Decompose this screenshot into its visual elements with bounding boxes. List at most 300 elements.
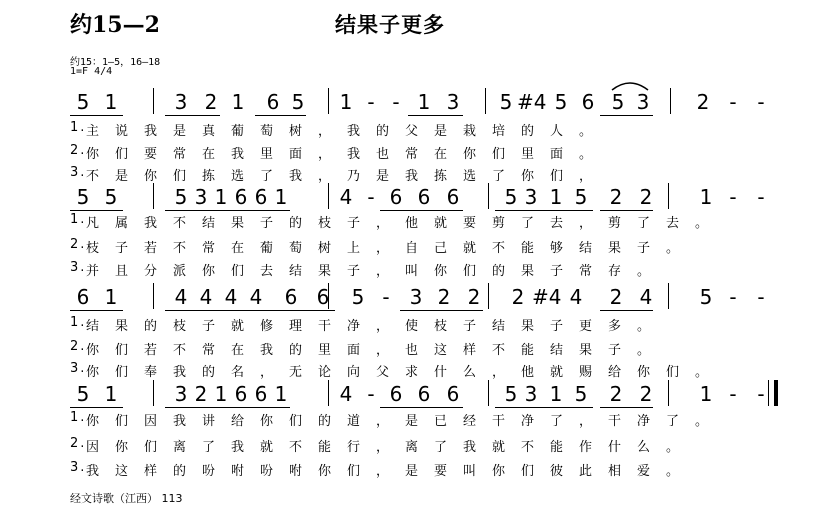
lyric-syllable: 他	[521, 365, 537, 380]
lyric-syllable: 么	[637, 440, 653, 455]
lyric-syllable: 不	[289, 440, 305, 455]
lyric-line	[70, 260, 770, 280]
melody-line	[70, 181, 770, 211]
note: 6	[266, 90, 280, 114]
lyric-syllable: 我	[347, 147, 363, 162]
note: 2	[639, 382, 653, 406]
lyric-syllable: 们	[231, 264, 247, 279]
lyric-syllable: 使	[405, 319, 421, 334]
note: 5	[351, 285, 365, 309]
lyric-syllable: 们	[550, 169, 566, 184]
lyric-syllable: 叫	[463, 464, 479, 479]
lyric-syllable: 就	[260, 440, 276, 455]
lyric-syllable: 也	[376, 147, 392, 162]
lyric-syllable: ，	[376, 464, 392, 479]
lyric-syllable: 的	[202, 365, 218, 380]
lyric-syllable: 我	[231, 440, 247, 455]
bar-line	[328, 88, 329, 114]
lyric-syllable: 常	[202, 343, 218, 358]
beam-underline	[70, 210, 123, 211]
lyric-syllable: 选	[463, 169, 479, 184]
scripture-source-line: 约15：1—5，16—18	[70, 57, 161, 68]
note: 3	[174, 382, 188, 406]
lyric-syllable: 彼	[550, 464, 566, 479]
lyric-line	[70, 339, 770, 359]
note: 4	[249, 285, 263, 309]
lyric-syllable: 你	[637, 365, 653, 380]
lyric-syllable: 不	[173, 216, 189, 231]
lyric-syllable: 子	[260, 216, 276, 231]
lyric-syllable: 结	[492, 319, 508, 334]
lyric-syllable: 就	[231, 319, 247, 334]
lyric-syllable: 你	[86, 414, 102, 429]
lyric-syllable: ，	[318, 147, 334, 162]
lyric-syllable: 了	[637, 216, 653, 231]
lyric-syllable: 此	[579, 464, 595, 479]
note: 2	[467, 285, 481, 309]
lyric-syllable: 去	[550, 216, 566, 231]
bar-line	[488, 380, 489, 406]
lyric-syllable: 你	[202, 264, 218, 279]
note: 2	[609, 382, 623, 406]
lyric-syllable: 吩	[202, 464, 218, 479]
note: 3	[636, 90, 650, 114]
lyric-syllable: 因	[144, 414, 160, 429]
lyric-syllable: 给	[608, 365, 624, 380]
lyric-syllable: 道	[347, 414, 363, 429]
verse-number: 1.	[70, 315, 87, 330]
lyric-syllable: 你	[115, 440, 131, 455]
note: 5	[574, 382, 588, 406]
note: 1	[339, 90, 353, 114]
lyric-syllable: 要	[144, 147, 160, 162]
lyric-syllable: 是	[376, 169, 392, 184]
beam-underline	[165, 310, 335, 311]
verse-number: 3.	[70, 260, 87, 275]
note: 4	[639, 285, 653, 309]
lyric-syllable: 你	[260, 414, 276, 429]
lyric-syllable: 我	[231, 147, 247, 162]
lyric-syllable: 果	[115, 319, 131, 334]
lyric-syllable: 结	[579, 241, 595, 256]
note: 6	[284, 285, 298, 309]
lyric-syllable: 果	[318, 264, 334, 279]
lyric-syllable: 我	[144, 124, 160, 139]
sustain-dash: -	[367, 185, 375, 209]
lyric-syllable: 结	[86, 319, 102, 334]
lyric-syllable: 。	[695, 414, 711, 429]
note: 6	[446, 382, 460, 406]
lyric-syllable: 父	[405, 124, 421, 139]
lyric-syllable: 里	[521, 147, 537, 162]
lyric-syllable: 要	[463, 216, 479, 231]
note: 1	[417, 90, 431, 114]
lyric-syllable: 能	[521, 241, 537, 256]
bar-line	[488, 283, 489, 309]
note: 1	[699, 382, 713, 406]
lyric-syllable: 理	[289, 319, 305, 334]
lyric-syllable: 葡	[260, 241, 276, 256]
note: 4	[569, 285, 583, 309]
sustain-dash: -	[382, 285, 390, 309]
note: 2	[511, 285, 525, 309]
note: #4	[532, 285, 562, 309]
song-title: 结果子更多	[335, 12, 445, 37]
lyric-syllable: 咐	[289, 464, 305, 479]
lyric-syllable: 果	[579, 343, 595, 358]
lyric-syllable: ，	[376, 264, 392, 279]
sustain-dash: -	[367, 90, 375, 114]
footer-source: 经文诗歌（江西） 113	[70, 492, 183, 505]
lyric-syllable: 子	[608, 343, 624, 358]
note: 2	[437, 285, 451, 309]
lyric-syllable: 且	[115, 264, 131, 279]
note: 5	[104, 185, 118, 209]
lyric-syllable: 拣	[434, 169, 450, 184]
melody-line	[70, 86, 770, 116]
note: 4	[339, 185, 353, 209]
lyric-syllable: 果	[231, 216, 247, 231]
lyric-syllable: 吩	[260, 464, 276, 479]
beam-underline	[600, 210, 653, 211]
note: 5	[174, 185, 188, 209]
lyric-line	[70, 460, 770, 480]
melody-line	[70, 281, 770, 311]
lyric-syllable: 们	[521, 464, 537, 479]
lyric-syllable: 们	[115, 414, 131, 429]
lyric-syllable: ，	[376, 319, 392, 334]
note: 1	[274, 185, 288, 209]
note: 1	[214, 382, 228, 406]
melody-line	[70, 378, 770, 408]
verse-number: 1.	[70, 410, 87, 425]
lyric-syllable: 我	[289, 169, 305, 184]
lyric-syllable: 面	[289, 147, 305, 162]
lyric-syllable: 已	[434, 414, 450, 429]
lyric-syllable: 给	[231, 414, 247, 429]
note: 6	[389, 382, 403, 406]
lyric-syllable: 的	[521, 124, 537, 139]
lyric-syllable: 在	[231, 241, 247, 256]
lyric-syllable: 萄	[260, 124, 276, 139]
lyric-syllable: 拣	[202, 169, 218, 184]
lyric-syllable: 不	[492, 241, 508, 256]
beam-underline	[408, 115, 463, 116]
beam-underline	[380, 210, 463, 211]
lyric-syllable: 枝	[173, 319, 189, 334]
bar-line	[670, 88, 671, 114]
beam-underline	[70, 407, 123, 408]
lyric-syllable: 分	[144, 264, 160, 279]
lyric-syllable: ，	[579, 216, 595, 231]
note: 6	[316, 285, 330, 309]
note: #4	[517, 90, 547, 114]
beam-underline	[495, 407, 593, 408]
lyric-syllable: 们	[347, 464, 363, 479]
lyric-syllable: 这	[434, 343, 450, 358]
note: 1	[104, 285, 118, 309]
lyric-syllable: 什	[434, 365, 450, 380]
sustain-dash: -	[757, 382, 765, 406]
verse-number: 2.	[70, 237, 87, 252]
lyric-syllable: 若	[144, 241, 160, 256]
lyric-syllable: 作	[579, 440, 595, 455]
lyric-syllable: 树	[318, 241, 334, 256]
lyric-syllable: 就	[463, 241, 479, 256]
lyric-syllable: 名	[231, 365, 247, 380]
note: 4	[199, 285, 213, 309]
note: 1	[214, 185, 228, 209]
lyric-syllable: 子	[550, 319, 566, 334]
lyric-syllable: 们	[463, 264, 479, 279]
bar-line	[328, 183, 329, 209]
note: 5	[76, 185, 90, 209]
sustain-dash: -	[757, 285, 765, 309]
note: 4	[339, 382, 353, 406]
lyric-syllable: 了	[434, 440, 450, 455]
lyric-syllable: ，	[492, 365, 508, 380]
verse-number: 2.	[70, 339, 87, 354]
bar-line	[668, 183, 669, 209]
lyric-syllable: 向	[347, 365, 363, 380]
lyric-line	[70, 237, 770, 257]
lyric-syllable: 。	[637, 264, 653, 279]
lyric-syllable: 的	[492, 264, 508, 279]
lyric-syllable: 主	[86, 124, 102, 139]
note: 6	[234, 382, 248, 406]
lyric-syllable: 的	[173, 464, 189, 479]
lyric-syllable: 我	[173, 414, 189, 429]
bar-line	[153, 283, 154, 309]
note: 5	[76, 90, 90, 114]
note: 3	[174, 90, 188, 114]
lyric-syllable: ，	[376, 414, 392, 429]
lyric-syllable: 了	[666, 414, 682, 429]
lyric-syllable: 离	[405, 440, 421, 455]
lyric-syllable: 己	[434, 241, 450, 256]
lyric-syllable: 们	[666, 365, 682, 380]
beam-underline	[165, 407, 290, 408]
lyric-syllable: 在	[231, 343, 247, 358]
lyric-syllable: 的	[289, 216, 305, 231]
beam-underline	[165, 115, 220, 116]
lyric-syllable: 常	[173, 147, 189, 162]
note: 3	[524, 382, 538, 406]
sustain-dash: -	[392, 90, 400, 114]
note: 1	[549, 382, 563, 406]
lyric-line	[70, 120, 770, 140]
beam-underline	[600, 115, 653, 116]
lyric-syllable: 若	[144, 343, 160, 358]
lyric-syllable: 了	[521, 216, 537, 231]
lyric-syllable: 的	[289, 343, 305, 358]
note: 2	[609, 285, 623, 309]
lyric-syllable: 不	[492, 343, 508, 358]
beam-underline	[400, 310, 483, 311]
key-signature-line: 1=F 4/4	[70, 66, 113, 77]
note: 4	[224, 285, 238, 309]
bar-line	[488, 183, 489, 209]
lyric-syllable: 剪	[492, 216, 508, 231]
sustain-dash: -	[729, 185, 737, 209]
lyric-syllable: 上	[347, 241, 363, 256]
lyric-syllable: ，	[579, 169, 595, 184]
note: 5	[291, 90, 305, 114]
lyric-syllable: 并	[86, 264, 102, 279]
lyric-syllable: 不	[521, 440, 537, 455]
lyric-syllable: 面	[550, 147, 566, 162]
lyric-syllable: 就	[492, 440, 508, 455]
lyric-syllable: 是	[434, 124, 450, 139]
lyric-line	[70, 212, 770, 232]
note: 6	[581, 90, 595, 114]
lyric-syllable: 你	[318, 464, 334, 479]
beam-underline	[165, 210, 290, 211]
lyric-syllable: 去	[260, 264, 276, 279]
lyric-line	[70, 315, 770, 335]
lyric-syllable: 培	[492, 124, 508, 139]
lyric-syllable: 你	[86, 147, 102, 162]
beam-underline	[600, 407, 653, 408]
lyric-syllable: 萄	[289, 241, 305, 256]
lyric-syllable: 自	[405, 241, 421, 256]
lyric-syllable: 子	[463, 319, 479, 334]
sustain-dash: -	[729, 285, 737, 309]
final-bar-thin	[768, 380, 769, 406]
lyric-syllable: 树	[289, 124, 305, 139]
lyric-syllable: ，	[579, 414, 595, 429]
lyric-syllable: 在	[434, 147, 450, 162]
lyric-syllable: 。	[695, 365, 711, 380]
bar-line	[668, 283, 669, 309]
lyric-syllable: 相	[608, 464, 624, 479]
lyric-syllable: 就	[550, 365, 566, 380]
lyric-line	[70, 436, 770, 456]
note: 5	[574, 185, 588, 209]
note: 6	[254, 382, 268, 406]
lyric-syllable: ，	[318, 124, 334, 139]
lyric-syllable: ，	[260, 365, 276, 380]
note: 3	[524, 185, 538, 209]
lyric-syllable: 你	[86, 365, 102, 380]
lyric-syllable: 。	[666, 464, 682, 479]
lyric-syllable: 乃	[347, 169, 363, 184]
lyric-syllable: 结	[550, 343, 566, 358]
lyric-syllable: 求	[405, 365, 421, 380]
lyric-syllable: 这	[115, 464, 131, 479]
lyric-syllable: 子	[115, 241, 131, 256]
note: 5	[554, 90, 568, 114]
lyric-syllable: 果	[608, 241, 624, 256]
lyric-syllable: 父	[376, 365, 392, 380]
sustain-dash: -	[367, 382, 375, 406]
lyric-syllable: 是	[115, 169, 131, 184]
lyric-syllable: 子	[347, 216, 363, 231]
lyric-line	[70, 143, 770, 163]
lyric-syllable: 里	[318, 343, 334, 358]
bar-line	[485, 88, 486, 114]
lyric-syllable: 葡	[231, 124, 247, 139]
lyric-syllable: 是	[405, 464, 421, 479]
lyric-syllable: 赐	[579, 365, 595, 380]
note: 2	[696, 90, 710, 114]
lyric-syllable: 能	[318, 440, 334, 455]
lyric-syllable: 样	[463, 343, 479, 358]
lyric-syllable: 果	[521, 319, 537, 334]
verse-number: 1.	[70, 120, 87, 135]
beam-underline	[255, 115, 306, 116]
lyric-syllable: 叫	[405, 264, 421, 279]
sustain-dash: -	[757, 185, 765, 209]
lyric-syllable: 选	[231, 169, 247, 184]
note: 6	[417, 382, 431, 406]
lyric-syllable: 果	[521, 264, 537, 279]
note: 1	[104, 382, 118, 406]
sustain-dash: -	[729, 382, 737, 406]
lyric-syllable: 我	[347, 124, 363, 139]
note: 3	[409, 285, 423, 309]
lyric-syllable: 论	[318, 365, 334, 380]
bar-line	[328, 283, 329, 309]
scripture-reference-title: 约15—2	[70, 12, 160, 38]
note: 2	[639, 185, 653, 209]
lyric-syllable: 里	[260, 147, 276, 162]
lyric-syllable: 去	[666, 216, 682, 231]
lyric-syllable: ，	[376, 241, 392, 256]
lyric-syllable: 们	[289, 414, 305, 429]
lyric-syllable: 也	[405, 343, 421, 358]
lyric-syllable: 剪	[608, 216, 624, 231]
lyric-syllable: 。	[637, 343, 653, 358]
lyric-syllable: 结	[289, 264, 305, 279]
verse-number: 2.	[70, 143, 87, 158]
lyric-syllable: 。	[579, 124, 595, 139]
lyric-syllable: 存	[608, 264, 624, 279]
beam-underline	[70, 115, 123, 116]
lyric-syllable: 无	[289, 365, 305, 380]
lyric-syllable: 我	[405, 169, 421, 184]
lyric-syllable: 子	[550, 264, 566, 279]
verse-number: 3.	[70, 165, 87, 180]
note: 5	[76, 382, 90, 406]
verse-number: 1.	[70, 212, 87, 227]
note: 5	[499, 90, 513, 114]
lyric-syllable: 你	[521, 169, 537, 184]
lyric-syllable: 们	[492, 147, 508, 162]
lyric-syllable: 们	[173, 169, 189, 184]
lyric-syllable: 们	[115, 147, 131, 162]
lyric-syllable: 枝	[318, 216, 334, 231]
beam-underline	[600, 310, 653, 311]
lyric-syllable: 离	[173, 440, 189, 455]
lyric-syllable: 。	[637, 319, 653, 334]
lyric-syllable: 干	[492, 414, 508, 429]
lyric-syllable: 不	[173, 241, 189, 256]
lyric-syllable: 够	[550, 241, 566, 256]
beam-underline	[380, 407, 463, 408]
note: 5	[504, 382, 518, 406]
lyric-syllable: ，	[318, 169, 334, 184]
lyric-syllable: 爱	[637, 464, 653, 479]
lyric-syllable: 干	[608, 414, 624, 429]
bar-line	[153, 183, 154, 209]
lyric-syllable: 常	[405, 147, 421, 162]
note: 1	[231, 90, 245, 114]
lyric-syllable: 我	[173, 365, 189, 380]
lyric-syllable: 枝	[434, 319, 450, 334]
lyric-syllable: 是	[405, 414, 421, 429]
lyric-syllable: 是	[173, 124, 189, 139]
